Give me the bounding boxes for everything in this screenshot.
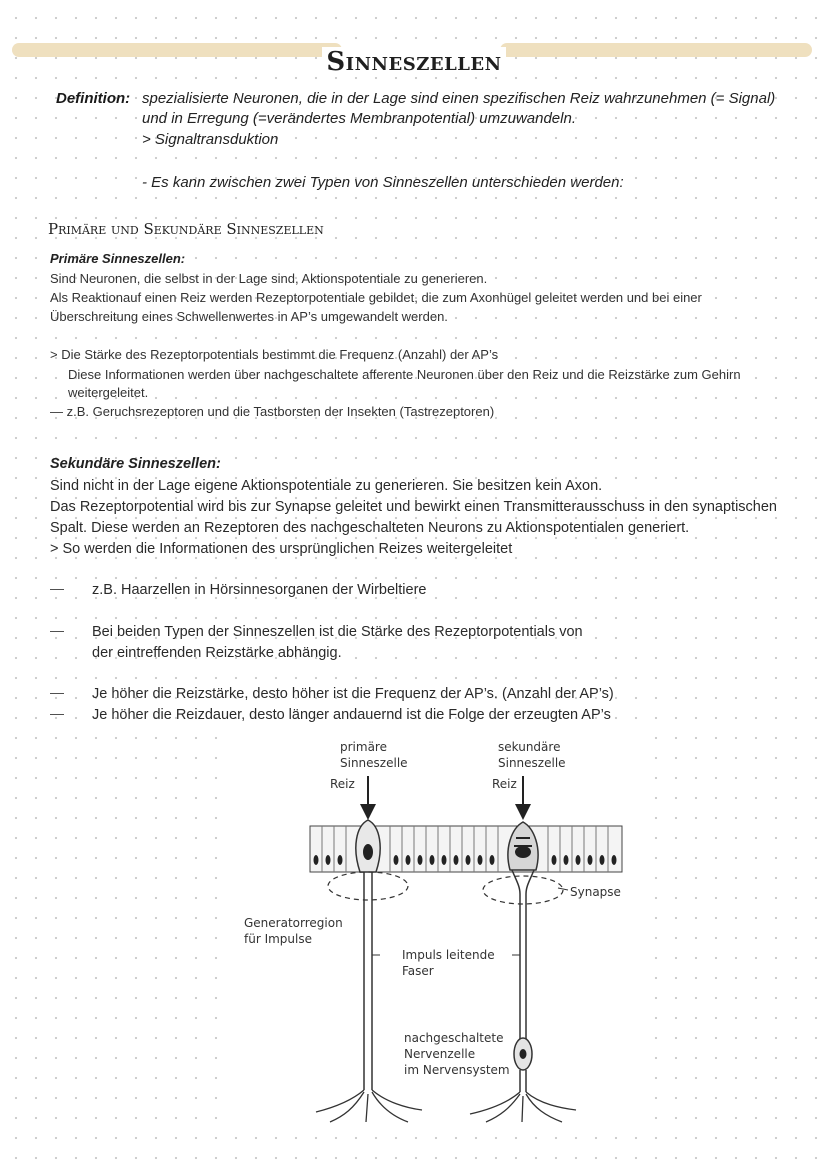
duration-line: Je höher die Reizdauer, desto länger andauernd ist die Folge der erzeugten AP’s	[92, 707, 611, 723]
secondary-cell-label: Sinneszelle	[498, 756, 566, 770]
definition-note: - Es kann zwischen zwei Typen von Sinneszellen unterschieden werden:	[142, 174, 624, 191]
primary-line: Überschreitung eines Schwellenwertes in AP’s umgewandelt werden.	[50, 309, 448, 324]
sensory-cells-diagram	[230, 730, 650, 1130]
dash-marker: —	[50, 684, 64, 700]
primary-cell-label: primäre	[340, 740, 387, 754]
generator-region-label: Generatorregion	[244, 916, 343, 930]
fiber-label: Impuls leitende	[402, 948, 495, 962]
downstream-neuron-label: nachgeschaltete	[404, 1031, 504, 1045]
secondary-line: > So werden die Informationen des ursprünglichen Reizes weitergeleitet	[50, 541, 513, 557]
intensity-line: Je höher die Reizstärke, desto höher ist die Frequenz der AP’s. (Anzahl der AP’s)	[92, 686, 614, 702]
primary-example: — z.B. Geruchsrezeptoren und die Tastborsten der Insekten (Tastrezeptoren)	[50, 404, 495, 419]
stimulus-label: Reiz	[492, 777, 517, 791]
both-types-line: Bei beiden Typen der Sinneszellen ist die Stärke des Rezeptorpotentials von	[92, 624, 583, 640]
secondary-line: Spalt. Diese werden an Rezeptoren des nachgeschalteten Neurons zu Aktionspotentialen generiert.	[50, 520, 690, 536]
primary-bullet: Diese Informationen werden über nachgeschaltete afferente Neuronen über den Reiz und die Reizstärke zum Gehirn	[68, 367, 741, 382]
downstream-neuron-label: Nervenzelle	[404, 1047, 476, 1061]
primary-heading: Primäre Sinneszellen:	[50, 251, 186, 266]
example-line: z.B. Haarzellen in Hörsinnesorganen der Wirbeltiere	[92, 582, 427, 598]
definition-line: > Signaltransduktion	[142, 131, 279, 148]
definition-line: spezialisierte Neuronen, die in der Lage sind einen spezifischen Reiz wahrzunehmen (= Signal)	[142, 90, 776, 107]
primary-line: Als Reaktionauf einen Reiz werden Rezeptorpotentiale gebildet, die zum Axonhügel geleitet werden und bei einer	[50, 290, 702, 305]
stimulus-label: Reiz	[330, 777, 355, 791]
primary-line: Sind Neuronen, die selbst in der Lage sind, Aktionspotentiale zu generieren.	[50, 271, 488, 286]
secondary-line: Das Rezeptorpotential wird bis zur Synapse geleitet und bewirkt einen Transmitterausschuss in den synaptischen	[50, 499, 777, 515]
secondary-cell-label: sekundäre	[498, 740, 561, 754]
primary-cell-label: Sinneszelle	[340, 756, 408, 770]
synapse-label: Synapse	[570, 885, 621, 899]
both-types-line: der eintreffenden Reizstärke abhängig.	[92, 645, 342, 661]
generator-region-label: für Impulse	[244, 932, 312, 946]
primary-bullet: weitergeleitet.	[68, 385, 149, 400]
dash-marker: —	[50, 580, 64, 596]
primary-bullet: > Die Stärke des Rezeptorpotentials bestimmt die Frequenz (Anzahl) der AP’s	[50, 347, 499, 362]
dash-marker: —	[50, 622, 64, 638]
definition-label: Definition:	[56, 90, 131, 107]
section-heading: Primäre und Sekundäre Sinneszellen	[48, 220, 324, 238]
page-title: Sinneszellen	[0, 47, 828, 77]
secondary-heading: Sekundäre Sinneszellen:	[50, 456, 221, 472]
downstream-neuron-label: im Nervensystem	[404, 1063, 510, 1077]
definition-line: und in Erregung (=verändertes Membranpotential) umzuwandeln.	[142, 110, 576, 127]
dash-marker: —	[50, 705, 64, 721]
fiber-label: Faser	[402, 964, 434, 978]
secondary-line: Sind nicht in der Lage eigene Aktionspotentiale zu generieren. Sie besitzen kein Axon.	[50, 478, 603, 494]
